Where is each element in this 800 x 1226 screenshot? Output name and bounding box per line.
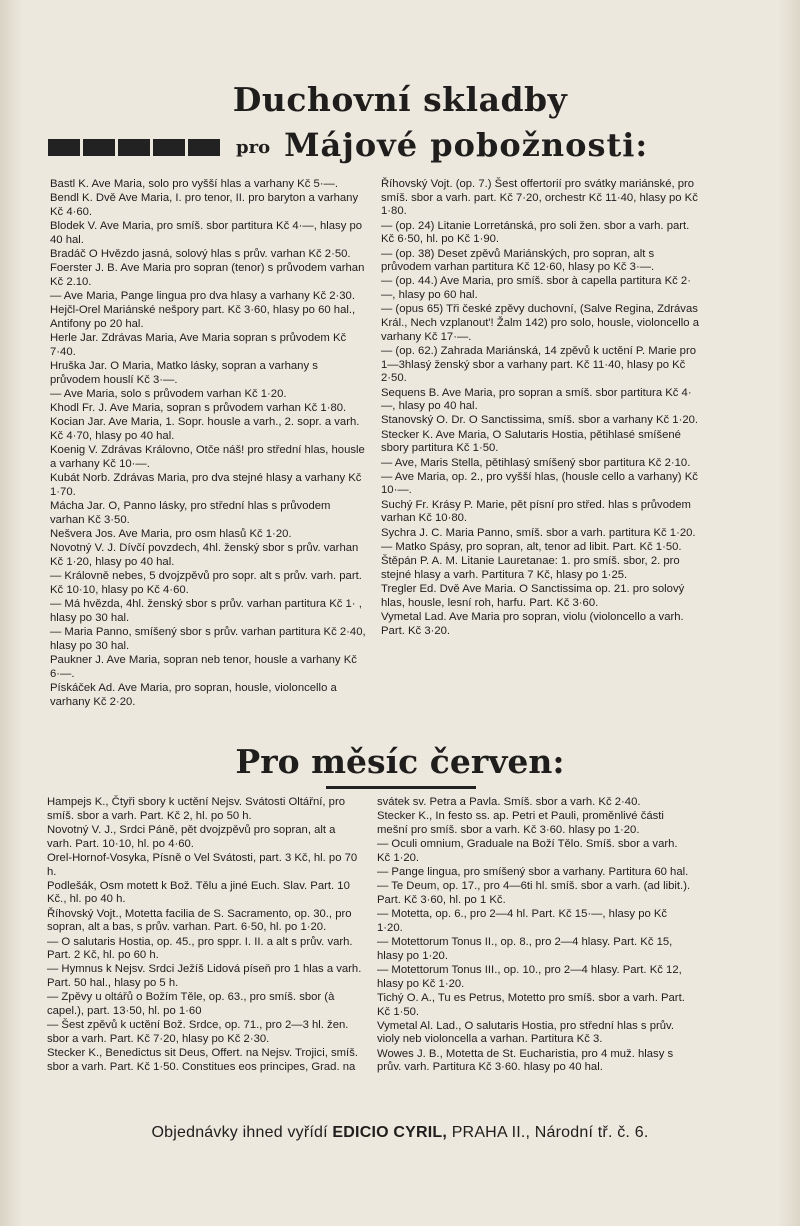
catalog-entry: Stecker K., In festo ss. ap. Petri et Pauli, proměnlivé části mešní pro smíš. sbor a varh. Kč 3·60. hlasy po 1·20. — [377, 810, 664, 836]
publisher-address: PRAHA II., Národní tř. č. 6. — [451, 1124, 649, 1141]
catalog-entry: Foerster J. B. Ave Maria pro sopran (tenor) s průvodem varhan Kč 2.10. — [50, 262, 365, 288]
catalog-entry: — Zpěvy u oltářů o Božím Těle, op. 63., pro smíš. sbor (à capel.), part. 13·50, hl. po 1·60 — [47, 991, 335, 1018]
catalog-entry: — Pange lingua, pro smíšený sbor a varhany. Partitura 60 hal. — [377, 866, 689, 879]
decorative-bars — [48, 139, 220, 156]
catalog-entry: Herle Jar. Zdrávas Maria, Ave Maria sopran s průvodem Kč 7·40. — [50, 332, 347, 358]
catalog-entry: Nešvera Jos. Ave Maria, pro osm hlasů Kč 1·20. — [50, 528, 292, 541]
catalog-entry: — Maria Panno, smíšený sbor s prův. varhan partitura Kč 2·40, hlasy po 30 hal. — [50, 626, 366, 652]
catalog-entry: Kocian Jar. Ave Maria, 1. Sopr. housle a varh., 2. sopr. a varh. Kč 4·70, hlasy po 40 hal. — [50, 416, 360, 443]
june-list-right — [377, 796, 693, 1076]
catalog-entry: — Te Deum, op. 17., pro 4—6ti hl. smíš. sbor a varh. (ad libit.). Part. Kč 3·60, hl. po 1 Kč. — [377, 880, 691, 906]
catalog-entry: Wowes J. B., Motetta de St. Eucharistia, pro 4 muž. hlasy s prův. varh. Partitura Kč 3·60. hlasy po 40 hal. — [377, 1047, 674, 1074]
catalog-entry: Suchý Fr. Krásy P. Marie, pět písní pro střed. hlas s průvodem varhan Kč 10·80. — [381, 498, 691, 525]
catalog-entry: Koenig V. Zdrávas Královno, Otče náš! pro střední hlas, housle a varhany Kč 10·—. — [50, 444, 365, 471]
catalog-entry: — Motettorum Tonus III., op. 10., pro 2—4 hlasy. Part. Kč 12, hlasy po Kč 1·20. — [377, 963, 682, 990]
catalog-entry: Stecker K., Benedictus sit Deus, Offert. na Nejsv. Trojici, smíš. sbor a varh. Part. Kč 1·50. Constitues eos principes, Grad. na — [47, 1047, 358, 1073]
catalog-entry: Novotný V. J., Srdci Páně, pět dvojzpěvů pro sopran, alt a varh. Part. 10·10, hl. po 4·60. — [47, 823, 336, 850]
catalog-entry: Tregler Ed. Dvě Ave Maria. O Sanctissima op. 21. pro solový hlas, housle, lesní roh, harfu. Part. Kč 3·60. — [381, 582, 685, 609]
subtitle-occasion: Májové pobožnosti: — [284, 126, 649, 164]
subtitle-pro: pro — [236, 137, 271, 158]
catalog-entry: — Matko Spásy, pro sopran, alt, tenor ad libit. Part. Kč 1·50. — [381, 540, 682, 553]
catalog-entry: — (op. 44.) Ave Maria, pro smíš. sbor à capella partitura Kč 2·—, hlasy po 60 hal. — [381, 275, 691, 302]
catalog-entry: — Ave, Maris Stella, pětihlasý smíšený sbor partitura Kč 2·10. — [381, 456, 691, 469]
may-list-left — [50, 178, 368, 710]
catalog-entry: — Motetta, op. 6., pro 2—4 hl. Part. Kč 15·—, hlasy po Kč 1·20. — [377, 908, 668, 934]
catalog-entry: Štěpán P. A. M. Litanie Lauretanae: 1. pro smíš. sbor, 2. pro stejné hlasy a varh. Partitura 7 Kč, hlasy po 1·25. — [381, 554, 680, 581]
catalog-entry: — Šest zpěvů k uctění Bož. Srdce, op. 71., pro 2—3 hl. žen. sbor a varh. Part. Kč 7·20, hlasy po Kč 2·30. — [47, 1019, 349, 1045]
catalog-entry: Stanovský O. Dr. O Sanctissima, smíš. sbor a varhany Kč 1·20. — [381, 414, 699, 427]
catalog-entry: — Oculi omnium, Graduale na Boží Tělo. Smíš. sbor a varh. Kč 1·20. — [377, 838, 678, 864]
publisher-name: EDICIO CYRIL, — [332, 1124, 448, 1141]
catalog-entry: — Ave Maria, Pange lingua pro dva hlasy a varhany Kč 2·30. — [50, 290, 355, 303]
june-section-title: Pro měsíc červen: — [235, 742, 565, 781]
catalog-entry: Říhovský Vojt. (op. 7.) Šest offertorií pro svátky mariánské, pro smíš. sbor a varh. part. Kč 7·20, orchestr Kč 11·40, hlasy po Kč 1·80. — [381, 178, 698, 218]
catalog-entry: Pískáček Ad. Ave Maria, pro sopran, housle, violoncello a varhany Kč 2·20. — [50, 681, 337, 708]
catalog-entry: Novotný V. J. Dívčí povzdech, 4hl. ženský sbor s prův. varhan Kč 1·20, hlasy po 40 hal. — [50, 542, 359, 568]
may-list-right — [381, 178, 701, 639]
main-title: Duchovní skladby — [232, 80, 568, 119]
catalog-entry: — Ave Maria, op. 2., pro vyšší hlas, (housle cello a varhany) Kč 10·—. — [381, 470, 698, 497]
catalog-entry: — (op. 24) Litanie Lorretánská, pro soli žen. sbor a varh. part. Kč 6·50, hl. po Kč 1·90. — [381, 219, 690, 246]
catalog-entry: svátek sv. Petra a Pavla. Smíš. sbor a varh. Kč 2·40. — [377, 796, 641, 808]
catalog-entry: Sychra J. C. Maria Panno, smíš. sbor a varh. partitura Kč 1·20. — [381, 526, 696, 539]
catalog-entry: — Motettorum Tonus II., op. 8., pro 2—4 hlasy. Part. Kč 15, hlasy po 1·20. — [377, 936, 673, 962]
catalog-entry: Bradáč O Hvězdo jasná, solový hlas s prův. varhan Kč 2·50. — [50, 248, 351, 261]
catalog-entry: Paukner J. Ave Maria, sopran neb tenor, housle a varhany Kč 6·—. — [50, 653, 357, 680]
paper-edge-right — [778, 0, 800, 1226]
catalog-entry: Sequens B. Ave Maria, pro sopran a smíš. sbor partitura Kč 4·—, hlasy po 40 hal. — [381, 386, 692, 413]
paper-edge-left — [0, 0, 22, 1226]
footer-prefix: Objednávky ihned vyřídí — [151, 1124, 328, 1141]
catalog-entry: — (op. 62.) Zahrada Mariánská, 14 zpěvů k uctění P. Marie pro 1—3hlasý ženský sbor a varhany part. Kč 11·40, hlasy po Kč 2·50. — [381, 344, 697, 385]
catalog-entry: Stecker K. Ave Maria, O Salutaris Hostia, pětihlasé smíšené sbory partitura Kč 1·50. — [381, 428, 681, 455]
catalog-entry: Říhovský Vojt., Motetta facilia de S. Sacramento, op. 30., pro sopran, alt a bas, s prův. varhan. Part. 6·50, hl. po 1·20. — [47, 907, 352, 934]
catalog-entry: Hejčl-Orel Mariánské nešpory part. Kč 3·60, hlasy po 60 hal., Antifony po 20 hal. — [50, 304, 356, 331]
catalog-entry: Bendl K. Dvě Ave Maria, I. pro tenor, II. pro baryton a varhany Kč 4·60. — [50, 192, 359, 218]
catalog-entry: Mácha Jar. O, Panno lásky, pro střední hlas s průvodem varhan Kč 3·50. — [50, 500, 331, 526]
catalog-entry: Vymetal Lad. Ave Maria pro sopran, violu (violoncello a varh. Part. Kč 3·20. — [381, 610, 684, 637]
catalog-entry: — Hymnus k Nejsv. Srdci Ježíš Lidová píseň pro 1 hlas a varh. Part. 50 hal., hlasy po 5 h. — [47, 963, 362, 990]
catalog-entry: Hruška Jar. O Maria, Matko lásky, sopran a varhany s průvodem houslí Kč 3·—. — [50, 360, 318, 386]
subtitle-row — [48, 126, 738, 164]
catalog-entry: — Královně nebes, 5 dvojzpěvů pro sopr. alt s prův. varh. part. Kč 10·10, hlasy po Kč 4·60. — [50, 570, 362, 596]
catalog-entry: — Ave Maria, solo s průvodem varhan Kč 1·20. — [50, 388, 287, 401]
catalog-entry: — O salutaris Hostia, op. 45., pro sppr. I. II. a alt s prův. varh. Part. 2 Kč, hl. po 60 h. — [47, 935, 353, 962]
catalog-entry: Vymetal Al. Lad., O salutaris Hostia, pro střední hlas s prův. violy neb violoncella a varhan. Partitura Kč 3. — [377, 1019, 674, 1046]
june-list-left — [47, 796, 363, 1075]
catalog-entry: Khodl Fr. J. Ave Maria, sopran s průvodem varhan Kč 1·80. — [50, 402, 347, 415]
order-footer — [0, 1124, 800, 1142]
catalog-entry: — (op. 38) Deset zpěvů Mariánských, pro sopran, alt s průvodem varhan partitura Kč 12·60, hlasy po Kč 3·—. — [381, 247, 655, 274]
catalog-entry: Kubát Norb. Zdrávas Maria, pro dva stejné hlasy a varhany Kč 1·70. — [50, 472, 362, 498]
catalog-entry: — Má hvězda, 4hl. ženský sbor s prův. varhan partitura Kč 1· , hlasy po 30 hal. — [50, 598, 362, 624]
catalog-entry: Orel-Hornof-Vosyka, Písně o Vel Svátosti, part. 3 Kč, hl. po 70 h. — [47, 851, 358, 878]
catalog-entry: Bastl K. Ave Maria, solo pro vyšší hlas a varhany Kč 5·—. — [50, 178, 338, 190]
catalog-entry: Blodek V. Ave Maria, pro smíš. sbor partitura Kč 4·—, hlasy po 40 hal. — [50, 220, 363, 246]
catalog-entry: Hampejs K., Čtyři sbory k uctění Nejsv. Svátosti Oltářní, pro smíš. sbor a varh. Part. Kč 2, hl. po 50 h. — [47, 796, 345, 822]
title-underline — [326, 786, 476, 789]
catalog-entry: Podlešák, Osm motett k Bož. Tělu a jiné Euch. Slav. Part. 10 Kč., hl. po 40 h. — [47, 879, 350, 906]
catalog-entry: Tichý O. A., Tu es Petrus, Motetto pro smíš. sbor a varh. Part. Kč 1·50. — [377, 991, 685, 1018]
catalog-entry: — (opus 65) Tři české zpěvy duchovní, (Salve Regina, Zdrávas Král., Nech vzplanout'! Žalm 142) pro solo, housle, violoncello a varhany Kč 17·—. — [381, 303, 700, 343]
